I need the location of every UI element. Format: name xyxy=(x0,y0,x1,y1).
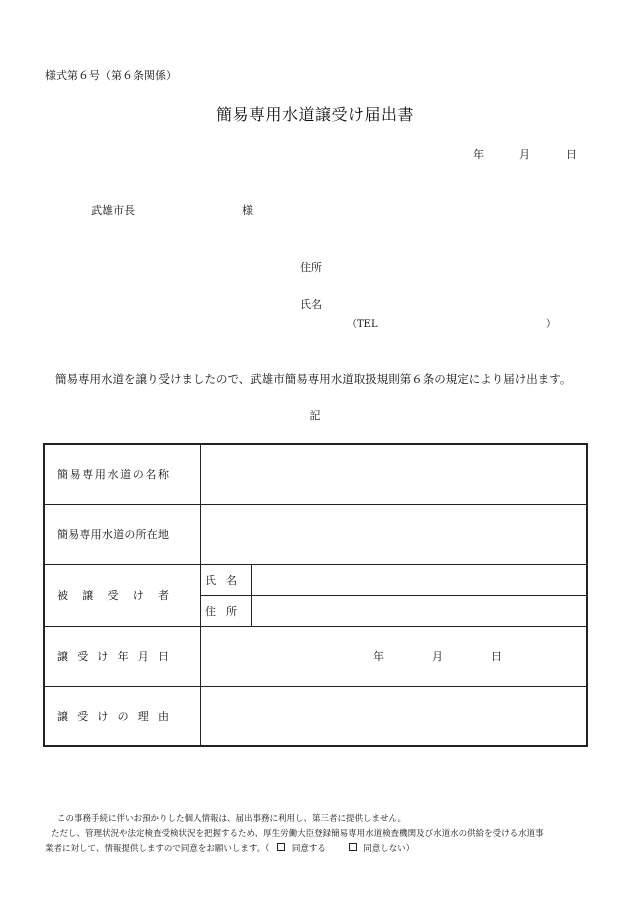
transfer-date-month: 月 xyxy=(432,650,443,663)
label-cell xyxy=(44,444,201,504)
addressee-honorific: 様 xyxy=(242,204,253,217)
privacy-note-line3 xyxy=(45,842,414,854)
date-day-label: 日 xyxy=(566,148,577,161)
document-title: 簡易専用水道譲受け届出書 xyxy=(215,105,414,124)
privacy-note-line1: この事務手続に伴いお預かりした個人情報は、届出事務に利用し、第三者に提供しません。 xyxy=(57,814,407,824)
label-cell xyxy=(44,686,201,746)
input-transferee-name[interactable] xyxy=(252,564,588,595)
table-row-date xyxy=(44,626,587,686)
addressee-name: 武雄市長 xyxy=(91,204,135,217)
transfer-date-day: 日 xyxy=(491,650,502,663)
table-row-name xyxy=(44,444,587,504)
input-water-name[interactable] xyxy=(201,444,588,504)
sub-label-address: 住所 xyxy=(205,604,247,618)
date-month-label: 月 xyxy=(519,148,530,161)
input-transfer-date[interactable] xyxy=(201,626,588,686)
applicant-address-label: 住所 xyxy=(300,261,322,274)
sub-label-name: 氏名 xyxy=(205,573,247,587)
date-year-label: 年 xyxy=(473,148,484,161)
input-transferee-address[interactable] xyxy=(252,595,588,626)
applicant-tel-close: ） xyxy=(546,319,556,330)
details-table xyxy=(43,443,588,747)
row-label-transfer-reason: 譲受けの理由 xyxy=(57,709,169,723)
label-cell xyxy=(44,626,201,686)
label-cell xyxy=(44,564,201,626)
disagree-label: 同意しない） xyxy=(363,844,415,854)
privacy-note-line2: ただし、管理状況や法定検査受検状況を把握するため、厚生労働大臣登録簡易専用水道検査機関及び水道水の供給を受ける水道事 xyxy=(51,829,544,839)
sub-label-cell xyxy=(201,595,252,626)
table-row-transferee-name xyxy=(44,564,587,595)
sub-label-cell xyxy=(201,564,252,595)
applicant-tel-open: （TEL xyxy=(347,319,378,330)
input-water-location[interactable] xyxy=(201,504,588,564)
consent-prefix: 業者に対して、情報提供しますので同意をお願いします。（ xyxy=(45,844,270,854)
row-label-transfer-date: 譲受け年月日 xyxy=(57,650,169,663)
row-label-transferee: 被譲受け者 xyxy=(57,589,169,602)
declaration-sentence: 簡易専用水道を譲り受けましたので、武雄市簡易専用水道取扱規則第６条の規定により届け出ます。 xyxy=(55,372,572,386)
agree-checkbox[interactable] xyxy=(277,843,285,851)
agree-label: 同意する xyxy=(291,844,326,854)
label-cell xyxy=(44,504,201,564)
transfer-date-year: 年 xyxy=(373,650,384,663)
input-transfer-reason[interactable] xyxy=(201,686,588,746)
form-number: 様式第６号（第６条関係） xyxy=(45,69,177,82)
table-row-reason xyxy=(44,686,587,746)
disagree-checkbox[interactable] xyxy=(349,843,357,851)
applicant-name-label: 氏名 xyxy=(300,298,322,311)
row-label-water-name: 簡易専用水道の名称 xyxy=(57,468,169,482)
table-row-location xyxy=(44,504,587,564)
ki-mark: 記 xyxy=(309,409,321,422)
row-label-water-location: 簡易専用水道の所在地 xyxy=(57,528,169,541)
